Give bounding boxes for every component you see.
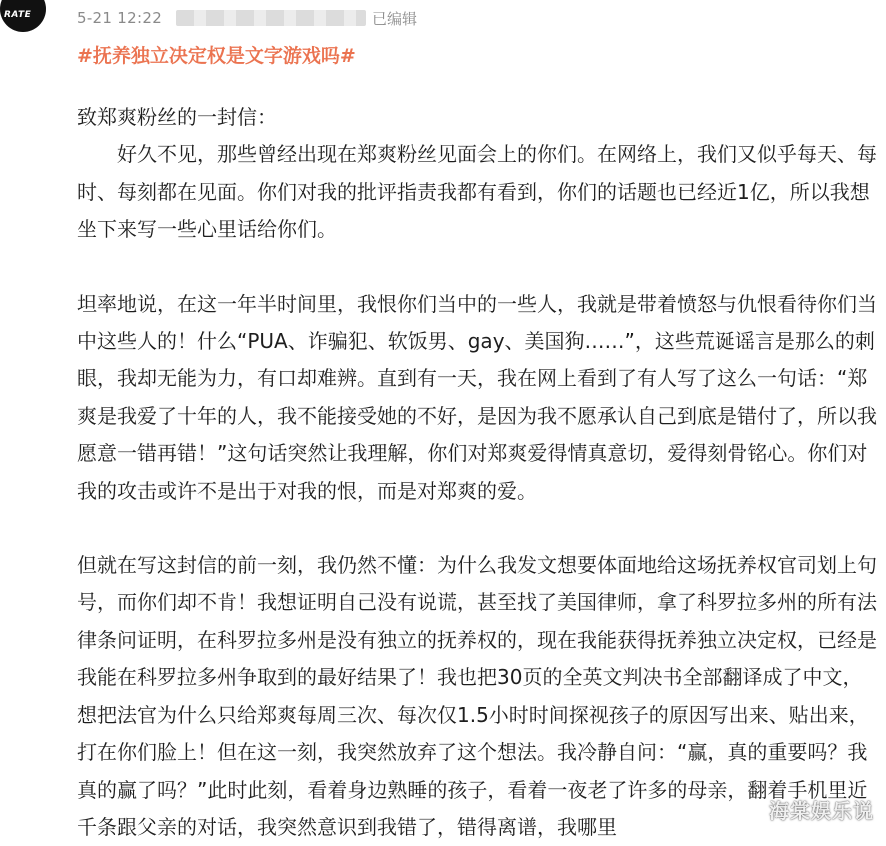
post-time: 5-21 12:22 [77, 9, 163, 27]
letter-salutation: 致郑爽粉丝的一封信： [77, 105, 277, 129]
hashtag-link[interactable]: #抚养独立决定权是文字游戏吗# [77, 45, 356, 67]
blurred-source [176, 10, 366, 26]
post-meta [77, 6, 417, 30]
avatar[interactable] [0, 0, 46, 32]
avatar-logo-text: RATE [4, 10, 32, 20]
post-body [77, 99, 877, 846]
letter-paragraph-2: 坦率地说，在这一年半时间里，我恨你们当中的一些人，我就是带着愤怒与仇恨看待你们当中这些人的！什么“PUA、诈骗犯、软饭男、gay、美国狗……”，这些荒诞谣言是那么的刺眼，我却无能为力，有口却难辨。直到有一天，我在网上看到了有人写了这么一句话：“郑爽是我爱了十年的人，我不能接受她的不好，是因为我不愿承认自己到底是错付了，所以我愿意一错再错！”这句话突然让我理解，你们对郑爽爱得情真意切，爱得刻骨铭心。你们对我的攻击或许不是出于对我的恨，而是对郑爽的爱。 [77, 291, 877, 503]
watermark: 海棠娱乐说 [769, 799, 874, 823]
letter-paragraph-3: 但就在写这封信的前一刻，我仍然不懂：为什么我发文想要体面地给这场抚养权官司划上句号，而你们却不肯！我想证明自己没有说谎，甚至找了美国律师，拿了科罗拉多州的所有法律条问证明，在科罗拉多州是没有独立的抚养权的，现在我能获得抚养独立决定权，已经是我能在科罗拉多州争取到的最好结果了！我也把30页的全英文判决书全部翻译成了中文，想把法官为什么只给郑爽每周三次、每次仅1.5小时时间探视孩子的原因写出来、贴出来，打在你们脸上！但在这一刻，我突然放弃了这个想法。我冷静自问：“赢，真的重要吗？我真的赢了吗？”此时此刻，看着身边熟睡的孩子，看着一夜老了许多的母亲，翻着手机里近千条跟父亲的对话，我突然意识到我错了，错得离谱，我哪里 [77, 553, 877, 839]
edited-label: 已编辑 [372, 9, 418, 28]
letter-paragraph-1: 好久不见，那些曾经出现在郑爽粉丝见面会上的你们。在网络上，我们又似乎每天、每时、每刻都在见面。你们对我的批评指责我都有看到，你们的话题也已经近1亿，所以我想坐下来写一些心里话给你们。 [77, 142, 877, 242]
